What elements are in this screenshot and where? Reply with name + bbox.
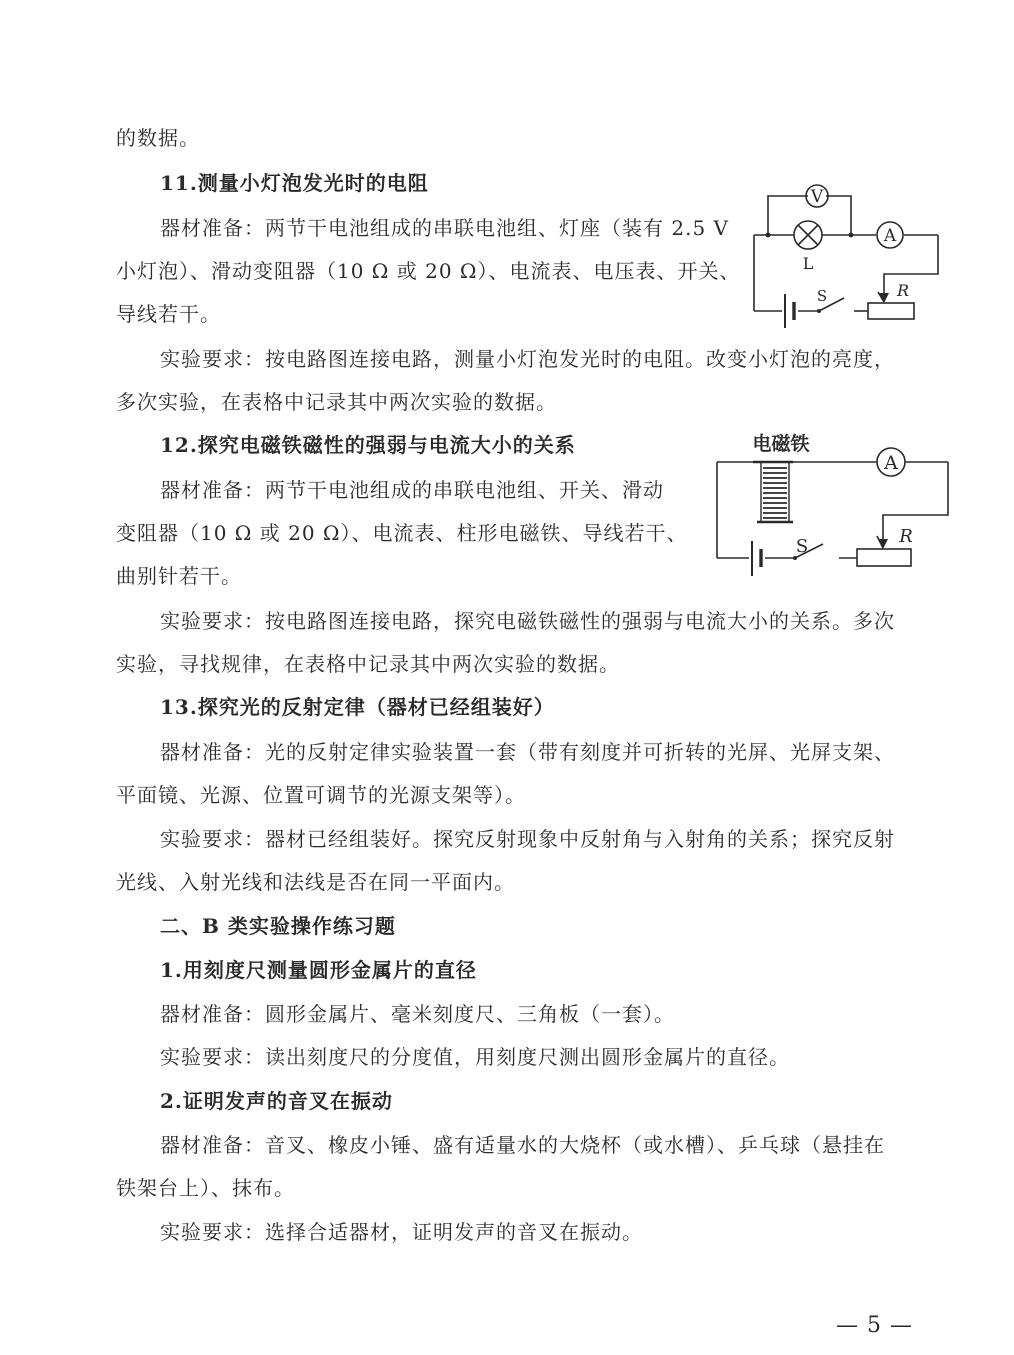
section-12-requirement-line-2: 实验，寻找规律，在表格中记录其中两次实验的数据。: [116, 652, 620, 676]
section-11-equipment-line-3: 导线若干。: [116, 302, 221, 326]
voltmeter-label: V: [810, 187, 824, 207]
b2-equipment-line-1: 器材准备：音叉、橡皮小锤、盛有适量水的大烧杯（或水槽）、乒乓球（悬挂在: [160, 1133, 885, 1157]
b1-equipment: 器材准备：圆形金属片、毫米刻度尺、三角板（一套）。: [160, 1002, 675, 1026]
b1-requirement: 实验要求：读出刻度尺的分度值，用刻度尺测出圆形金属片的直径。: [160, 1045, 790, 1069]
ammeter-label: A: [883, 226, 897, 246]
switch-label: S: [816, 287, 828, 305]
section-11-requirement-line-1: 实验要求：按电路图连接电路，测量小灯泡发光时的电阻。改变小灯泡的亮度，: [160, 347, 895, 371]
section-11-equipment-line-2: 小灯泡）、滑动变阻器（10 Ω 或 20 Ω）、电流表、电压表、开关、: [116, 259, 741, 283]
part-b-heading: 二、B 类实验操作练习题: [160, 914, 396, 938]
intro-text: 的数据。: [116, 126, 200, 150]
section-13-requirement-line-1: 实验要求：器材已经组装好。探究反射现象中反射角与入射角的关系；探究反射: [160, 827, 895, 851]
section-12-equipment-line-1: 器材准备：两节干电池组成的串联电池组、开关、滑动: [160, 478, 664, 502]
section-11-title: 11.测量小灯泡发光时的电阻: [160, 171, 429, 195]
b2-title: 2.证明发声的音叉在振动: [160, 1089, 393, 1113]
section-13-title: 13.探究光的反射定律（器材已经组装好）: [160, 695, 555, 719]
section-12-requirement-line-1: 实验要求：按电路图连接电路，探究电磁铁磁性的强弱与电流大小的关系。多次: [160, 609, 895, 633]
section-11-requirement-line-2: 多次实验，在表格中记录其中两次实验的数据。: [116, 390, 557, 414]
rheostat-label-12: R: [899, 526, 913, 547]
b1-title: 1.用刻度尺测量圆形金属片的直径: [160, 958, 477, 982]
circuit-diagram-12: [705, 428, 955, 583]
b2-requirement: 实验要求：选择合适器材，证明发声的音叉在振动。: [160, 1220, 643, 1244]
circuit-diagram-11: [740, 176, 950, 331]
lamp-label: L: [802, 254, 814, 273]
b2-equipment-line-2: 铁架台上）、抹布。: [116, 1176, 295, 1200]
page-number: — 5 —: [836, 1313, 913, 1338]
ammeter-label-12: A: [884, 452, 898, 474]
section-11-equipment-line-1: 器材准备：两节干电池组成的串联电池组、灯座（装有 2.5 V: [160, 216, 729, 240]
section-12-equipment-line-2: 变阻器（10 Ω 或 20 Ω）、电流表、柱形电磁铁、导线若干、: [116, 521, 688, 545]
section-12-equipment-line-3: 曲别针若干。: [116, 564, 242, 588]
section-13-requirement-line-2: 光线、入射光线和法线是否在同一平面内。: [116, 870, 515, 894]
section-13-equipment-line-1: 器材准备：光的反射定律实验装置一套（带有刻度并可折转的光屏、光屏支架、: [160, 740, 895, 764]
rheostat-label: R: [896, 281, 910, 300]
section-13-equipment-line-2: 平面镜、光源、位置可调节的光源支架等）。: [116, 783, 526, 807]
electromagnet-label: 电磁铁: [752, 433, 810, 455]
switch-label-12: S: [795, 536, 809, 557]
section-12-title: 12.探究电磁铁磁性的强弱与电流大小的关系: [160, 433, 576, 457]
